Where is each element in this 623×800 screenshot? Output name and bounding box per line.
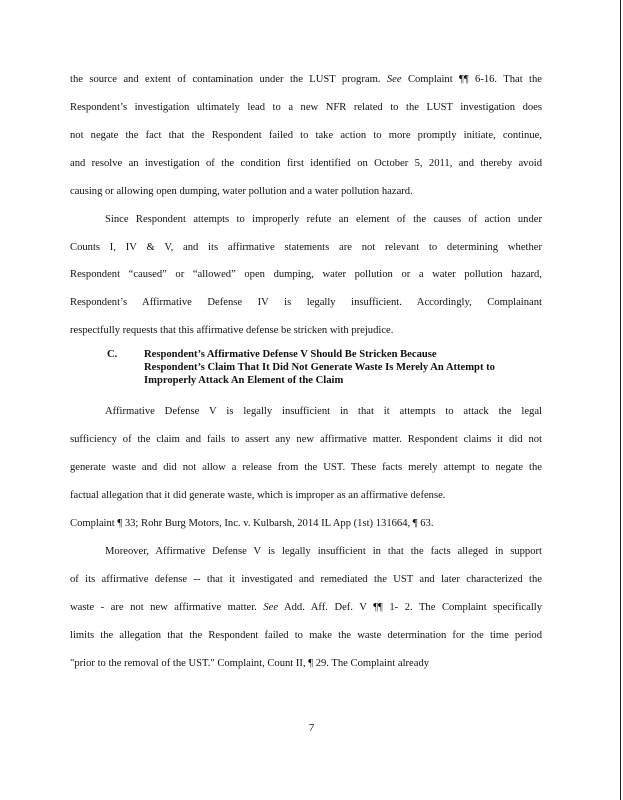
scan-edge-line bbox=[620, 0, 621, 800]
text-line: Respondent “caused” or “allowed” open dumping, water pollution or a water pollution hazard, bbox=[70, 269, 542, 280]
text-line: Counts I, IV & V, and its affirmative statements are not relevant to determining whether bbox=[70, 242, 542, 253]
text-line: Complaint ¶ 33; Rohr Burg Motors, Inc. v. Kulbarsh, 2014 IL App (1st) 131664, ¶ 63. bbox=[70, 518, 434, 529]
text-line: waste - are not new affirmative matter. See Add. Aff. Def. V ¶¶ 1- 2. The Complaint specifically bbox=[70, 602, 543, 613]
text-line: and resolve an investigation of the condition first identified on October 5, 2011, and thereby avoid bbox=[70, 158, 542, 169]
section-title-line: Respondent’s Claim That It Did Not Generate Waste Is Merely An Attempt to bbox=[144, 362, 495, 373]
text-line: Affirmative Defense V is legally insufficient in that it attempts to attack the legal bbox=[105, 406, 542, 417]
text-line: sufficiency of the claim and fails to assert any new affirmative matter. Respondent claims it did not bbox=[70, 434, 542, 445]
text-line: respectfully requests that this affirmative defense be stricken with prejudice. bbox=[70, 325, 394, 336]
section-title-line: Improperly Attack An Element of the Claim bbox=[144, 375, 344, 386]
text-line: the source and extent of contamination under the LUST program. See Complaint ¶¶ 6-16. That the bbox=[70, 74, 543, 85]
text-line: Moreover, Affirmative Defense V is legally insufficient in that the facts alleged in support bbox=[105, 546, 542, 557]
page-number: 7 bbox=[308, 722, 315, 734]
text-line: Since Respondent attempts to improperly refute an element of the causes of action under bbox=[105, 214, 542, 225]
text-line: generate waste and did not allow a release from the UST. These facts merely attempt to negate the bbox=[70, 462, 542, 473]
text-line: Respondent’s Affirmative Defense IV is legally insufficient. Accordingly, Complainant bbox=[70, 297, 542, 308]
text-line: "prior to the removal of the UST." Complaint, Count II, ¶ 29. The Complaint already bbox=[70, 658, 430, 669]
text-line: not negate the fact that the Respondent failed to take action to more promptly initiate, continue, bbox=[70, 130, 542, 141]
text-line: Respondent’s investigation ultimately lead to a new NFR related to the LUST investigation does bbox=[70, 102, 542, 113]
section-title-line: Respondent’s Affirmative Defense V Should Be Stricken Because bbox=[144, 349, 437, 360]
text-line: factual allegation that it did generate waste, which is improper as an affirmative defense. bbox=[70, 490, 446, 501]
text-line: limits the allegation that the Respondent failed to make the waste determination for the time period bbox=[70, 630, 542, 641]
text-line: of its affirmative defense -- that it investigated and remediated the UST and later characterized the bbox=[70, 574, 542, 585]
section-letter: C. bbox=[107, 349, 118, 360]
text-line: causing or allowing open dumping, water pollution and a water pollution hazard. bbox=[70, 186, 413, 197]
